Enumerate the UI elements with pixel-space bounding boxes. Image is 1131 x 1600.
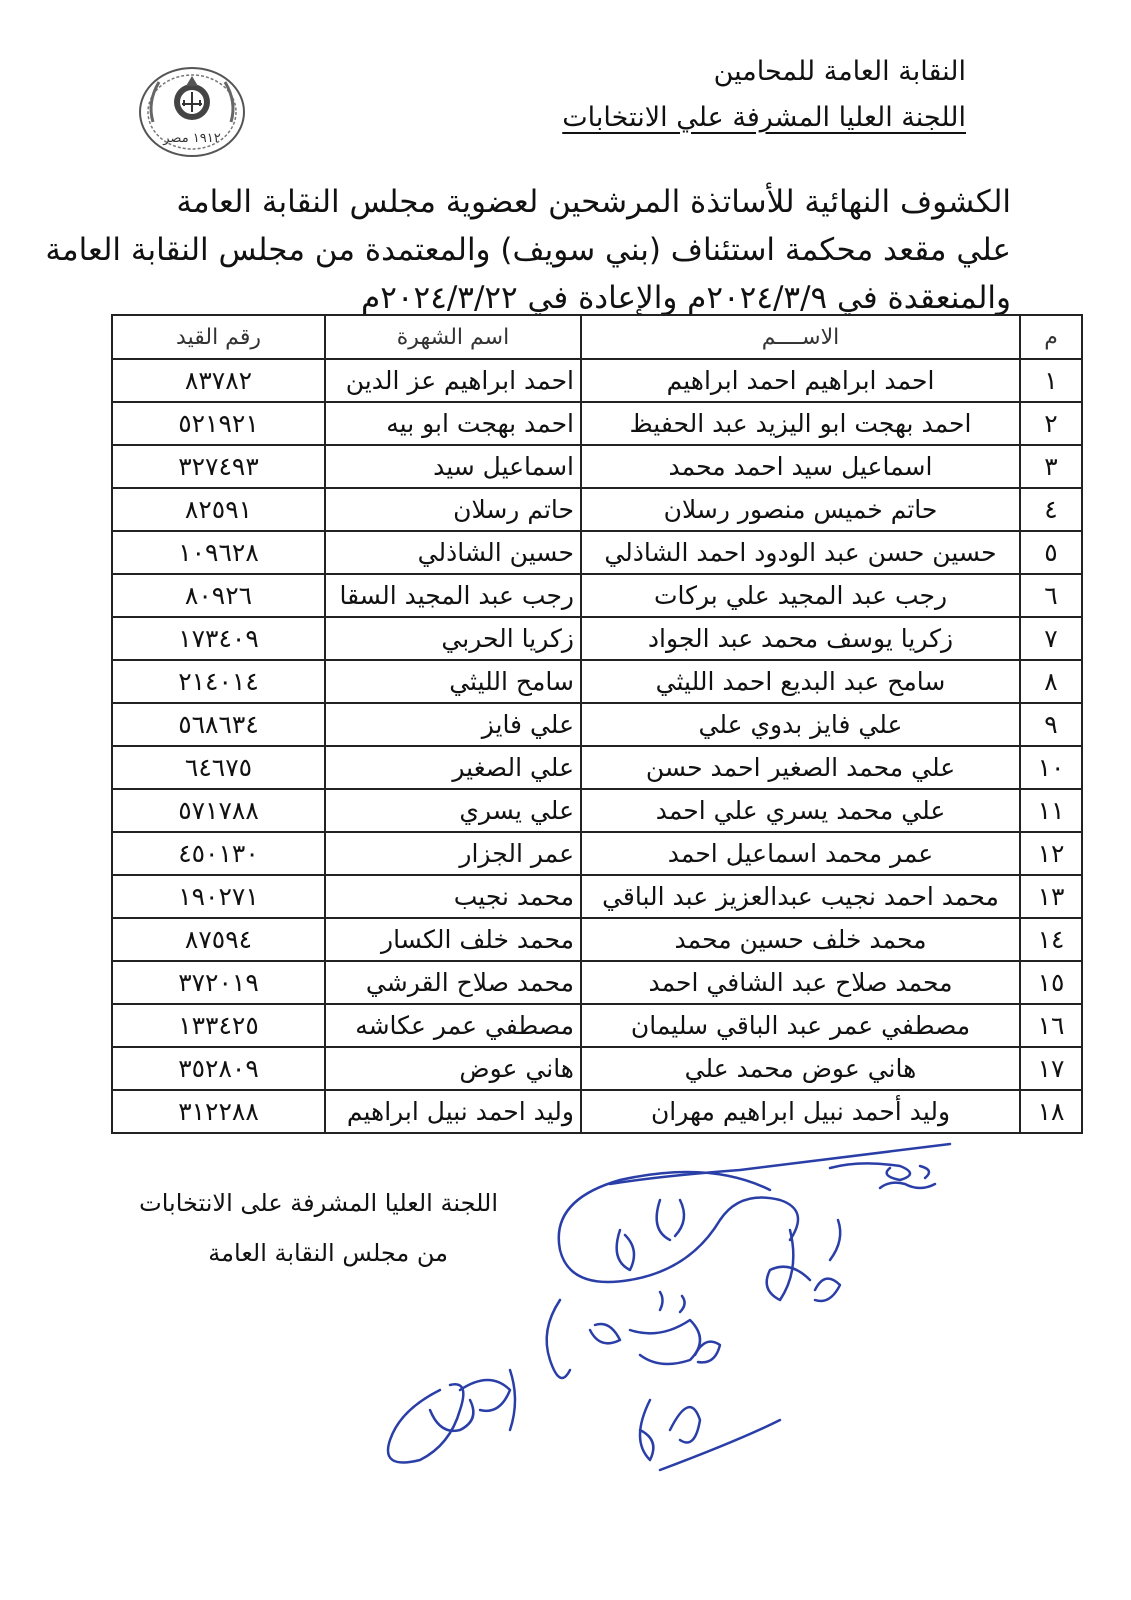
syndicate-seal-icon bbox=[133, 62, 251, 172]
cell-reg-no: ١٠٩٦٢٨ bbox=[112, 531, 325, 574]
signature-mark bbox=[559, 1172, 798, 1282]
cell-reg-no: ٢١٤٠١٤ bbox=[112, 660, 325, 703]
cell-index: ١٠ bbox=[1020, 746, 1082, 789]
cell-fame-name: زكريا الحربي bbox=[325, 617, 581, 660]
signature-mark bbox=[670, 1407, 700, 1442]
signature-mark bbox=[388, 1384, 463, 1462]
table-row bbox=[112, 1090, 1082, 1133]
cell-reg-no: ٨٣٧٨٢ bbox=[112, 359, 325, 402]
cell-fame-name: وليد احمد نبيل ابراهيم bbox=[325, 1090, 581, 1133]
footer-committee: اللجنة العليا المشرفة على الانتخابات bbox=[139, 1189, 498, 1217]
cell-name: سامح عبد البديع احمد الليثي bbox=[581, 660, 1020, 703]
cell-index: ١ bbox=[1020, 359, 1082, 402]
cell-fame-name: اسماعيل سيد bbox=[325, 445, 581, 488]
cell-name: رجب عبد المجيد علي بركات bbox=[581, 574, 1020, 617]
letterhead bbox=[562, 52, 966, 140]
cell-fame-name: عمر الجزار bbox=[325, 832, 581, 875]
signature-mark bbox=[610, 1144, 950, 1184]
cell-fame-name: علي يسري bbox=[325, 789, 581, 832]
cell-reg-no: ١٧٣٤٠٩ bbox=[112, 617, 325, 660]
cell-index: ٤ bbox=[1020, 488, 1082, 531]
signature-mark bbox=[830, 1163, 910, 1180]
cell-fame-name: مصطفي عمر عكاشه bbox=[325, 1004, 581, 1047]
cell-index: ١٣ bbox=[1020, 875, 1082, 918]
table-row bbox=[112, 402, 1082, 445]
cell-reg-no: ٨٧٥٩٤ bbox=[112, 918, 325, 961]
cell-name: علي محمد الصغير احمد حسن bbox=[581, 746, 1020, 789]
cell-index: ١٢ bbox=[1020, 832, 1082, 875]
cell-name: حاتم خميس منصور رسلان bbox=[581, 488, 1020, 531]
cell-index: ١٥ bbox=[1020, 961, 1082, 1004]
cell-index: ٦ bbox=[1020, 574, 1082, 617]
cell-index: ١٤ bbox=[1020, 918, 1082, 961]
cell-name: وليد أحمد نبيل ابراهيم مهران bbox=[581, 1090, 1020, 1133]
cell-name: علي محمد يسري علي احمد bbox=[581, 789, 1020, 832]
handwritten-signatures bbox=[360, 1140, 980, 1520]
cell-name: محمد صلاح عبد الشافي احمد bbox=[581, 961, 1020, 1004]
cell-name: اسماعيل سيد احمد محمد bbox=[581, 445, 1020, 488]
cell-index: ٢ bbox=[1020, 402, 1082, 445]
cell-index: ١١ bbox=[1020, 789, 1082, 832]
cell-fame-name: علي فايز bbox=[325, 703, 581, 746]
cell-name: هاني عوض محمد علي bbox=[581, 1047, 1020, 1090]
table-row bbox=[112, 660, 1082, 703]
table-row bbox=[112, 445, 1082, 488]
signature-mark bbox=[430, 1400, 473, 1431]
table-row bbox=[112, 961, 1082, 1004]
cell-index: ١٦ bbox=[1020, 1004, 1082, 1047]
signature-mark bbox=[510, 1370, 515, 1430]
table-header-row bbox=[112, 315, 1082, 359]
cell-fame-name: حسين الشاذلي bbox=[325, 531, 581, 574]
cell-fame-name: حاتم رسلان bbox=[325, 488, 581, 531]
cell-fame-name: محمد صلاح القرشي bbox=[325, 961, 581, 1004]
cell-reg-no: ٣٢٧٤٩٣ bbox=[112, 445, 325, 488]
cell-fame-name: هاني عوض bbox=[325, 1047, 581, 1090]
signature-mark bbox=[640, 1400, 653, 1460]
cell-index: ١٧ bbox=[1020, 1047, 1082, 1090]
signature-mark bbox=[660, 1292, 663, 1310]
table-row bbox=[112, 488, 1082, 531]
cell-reg-no: ٥٧١٧٨٨ bbox=[112, 789, 325, 832]
cell-fame-name: احمد بهجت ابو بيه bbox=[325, 402, 581, 445]
cell-index: ٥ bbox=[1020, 531, 1082, 574]
cell-fame-name: رجب عبد المجيد السقا bbox=[325, 574, 581, 617]
cell-index: ٧ bbox=[1020, 617, 1082, 660]
signature-mark bbox=[660, 1420, 780, 1470]
cell-index: ٣ bbox=[1020, 445, 1082, 488]
table-row bbox=[112, 875, 1082, 918]
cell-index: ٩ bbox=[1020, 703, 1082, 746]
cell-reg-no: ١٣٣٤٢٥ bbox=[112, 1004, 325, 1047]
footer-council: من مجلس النقابة العامة bbox=[208, 1239, 448, 1267]
cell-name: حسين حسن عبد الودود احمد الشاذلي bbox=[581, 531, 1020, 574]
title-line-1: الكشوف النهائية للأساتذة المرشحين لعضوية مجلس النقابة العامة bbox=[176, 184, 1011, 220]
signature-mark bbox=[657, 1200, 670, 1240]
table-row bbox=[112, 746, 1082, 789]
cell-name: زكريا يوسف محمد عبد الجواد bbox=[581, 617, 1020, 660]
header-reg-no: رقم القيد bbox=[112, 315, 325, 359]
signature-mark bbox=[815, 1279, 840, 1301]
seal-text: ١٩١٢ مصر bbox=[163, 131, 221, 146]
header-fame-name: اسم الشهرة bbox=[325, 315, 581, 359]
cell-reg-no: ٣٥٢٨٠٩ bbox=[112, 1047, 325, 1090]
signature-mark bbox=[590, 1324, 620, 1343]
table-row bbox=[112, 574, 1082, 617]
cell-name: عمر محمد اسماعيل احمد bbox=[581, 832, 1020, 875]
title-line-2: علي مقعد محكمة استئناف (بني سويف) والمعتمدة من مجلس النقابة العامة bbox=[45, 232, 1011, 268]
cell-fame-name: احمد ابراهيم عز الدين bbox=[325, 359, 581, 402]
header-name: الاســــم bbox=[581, 315, 1020, 359]
table-row bbox=[112, 359, 1082, 402]
cell-fame-name: سامح الليثي bbox=[325, 660, 581, 703]
table-row bbox=[112, 832, 1082, 875]
signature-mark bbox=[675, 1200, 684, 1236]
cell-fame-name: محمد نجيب bbox=[325, 875, 581, 918]
cell-name: محمد احمد نجيب عبدالعزيز عبد الباقي bbox=[581, 875, 1020, 918]
title-line-3: والمنعقدة في ٢٠٢٤/٣/٩م والإعادة في ٢٠٢٤/٣/٢٢م bbox=[361, 280, 1011, 316]
cell-reg-no: ٨٠٩٢٦ bbox=[112, 574, 325, 617]
cell-reg-no: ٣٧٢٠١٩ bbox=[112, 961, 325, 1004]
table-row bbox=[112, 531, 1082, 574]
cell-fame-name: علي الصغير bbox=[325, 746, 581, 789]
org-name: النقابة العامة للمحامين bbox=[713, 56, 966, 87]
cell-index: ٨ bbox=[1020, 660, 1082, 703]
cell-name: محمد خلف حسين محمد bbox=[581, 918, 1020, 961]
cell-index: ١٨ bbox=[1020, 1090, 1082, 1133]
signature-mark bbox=[830, 1220, 840, 1260]
cell-reg-no: ٤٥٠١٣٠ bbox=[112, 832, 325, 875]
table-body bbox=[112, 359, 1082, 1133]
committee-name: اللجنة العليا المشرفة علي الانتخابات bbox=[562, 102, 966, 133]
signature-mark bbox=[920, 1166, 929, 1178]
cell-name: احمد ابراهيم احمد ابراهيم bbox=[581, 359, 1020, 402]
cell-reg-no: ٣١٢٢٨٨ bbox=[112, 1090, 325, 1133]
header-index: م bbox=[1020, 315, 1082, 359]
signature-mark bbox=[460, 1380, 510, 1411]
table-row bbox=[112, 617, 1082, 660]
signature-mark bbox=[767, 1230, 810, 1300]
cell-name: احمد بهجت ابو اليزيد عبد الحفيظ bbox=[581, 402, 1020, 445]
table-row bbox=[112, 1004, 1082, 1047]
cell-reg-no: ٥٢١٩٢١ bbox=[112, 402, 325, 445]
table-row bbox=[112, 703, 1082, 746]
cell-fame-name: محمد خلف الكسار bbox=[325, 918, 581, 961]
signature-mark bbox=[680, 1296, 685, 1312]
table-row bbox=[112, 789, 1082, 832]
cell-reg-no: ٥٦٨٦٣٤ bbox=[112, 703, 325, 746]
cell-name: مصطفي عمر عبد الباقي سليمان bbox=[581, 1004, 1020, 1047]
table-row bbox=[112, 918, 1082, 961]
signature-mark bbox=[630, 1320, 700, 1364]
document-title bbox=[45, 178, 1011, 322]
table-row bbox=[112, 1047, 1082, 1090]
cell-reg-no: ١٩٠٢٧١ bbox=[112, 875, 325, 918]
signature-mark bbox=[547, 1300, 570, 1378]
signature-mark bbox=[880, 1183, 935, 1188]
signature-mark bbox=[617, 1230, 634, 1270]
cell-name: علي فايز بدوي علي bbox=[581, 703, 1020, 746]
cell-reg-no: ٦٤٦٧٥ bbox=[112, 746, 325, 789]
candidates-table bbox=[111, 314, 1083, 1134]
cell-reg-no: ٨٢٥٩١ bbox=[112, 488, 325, 531]
